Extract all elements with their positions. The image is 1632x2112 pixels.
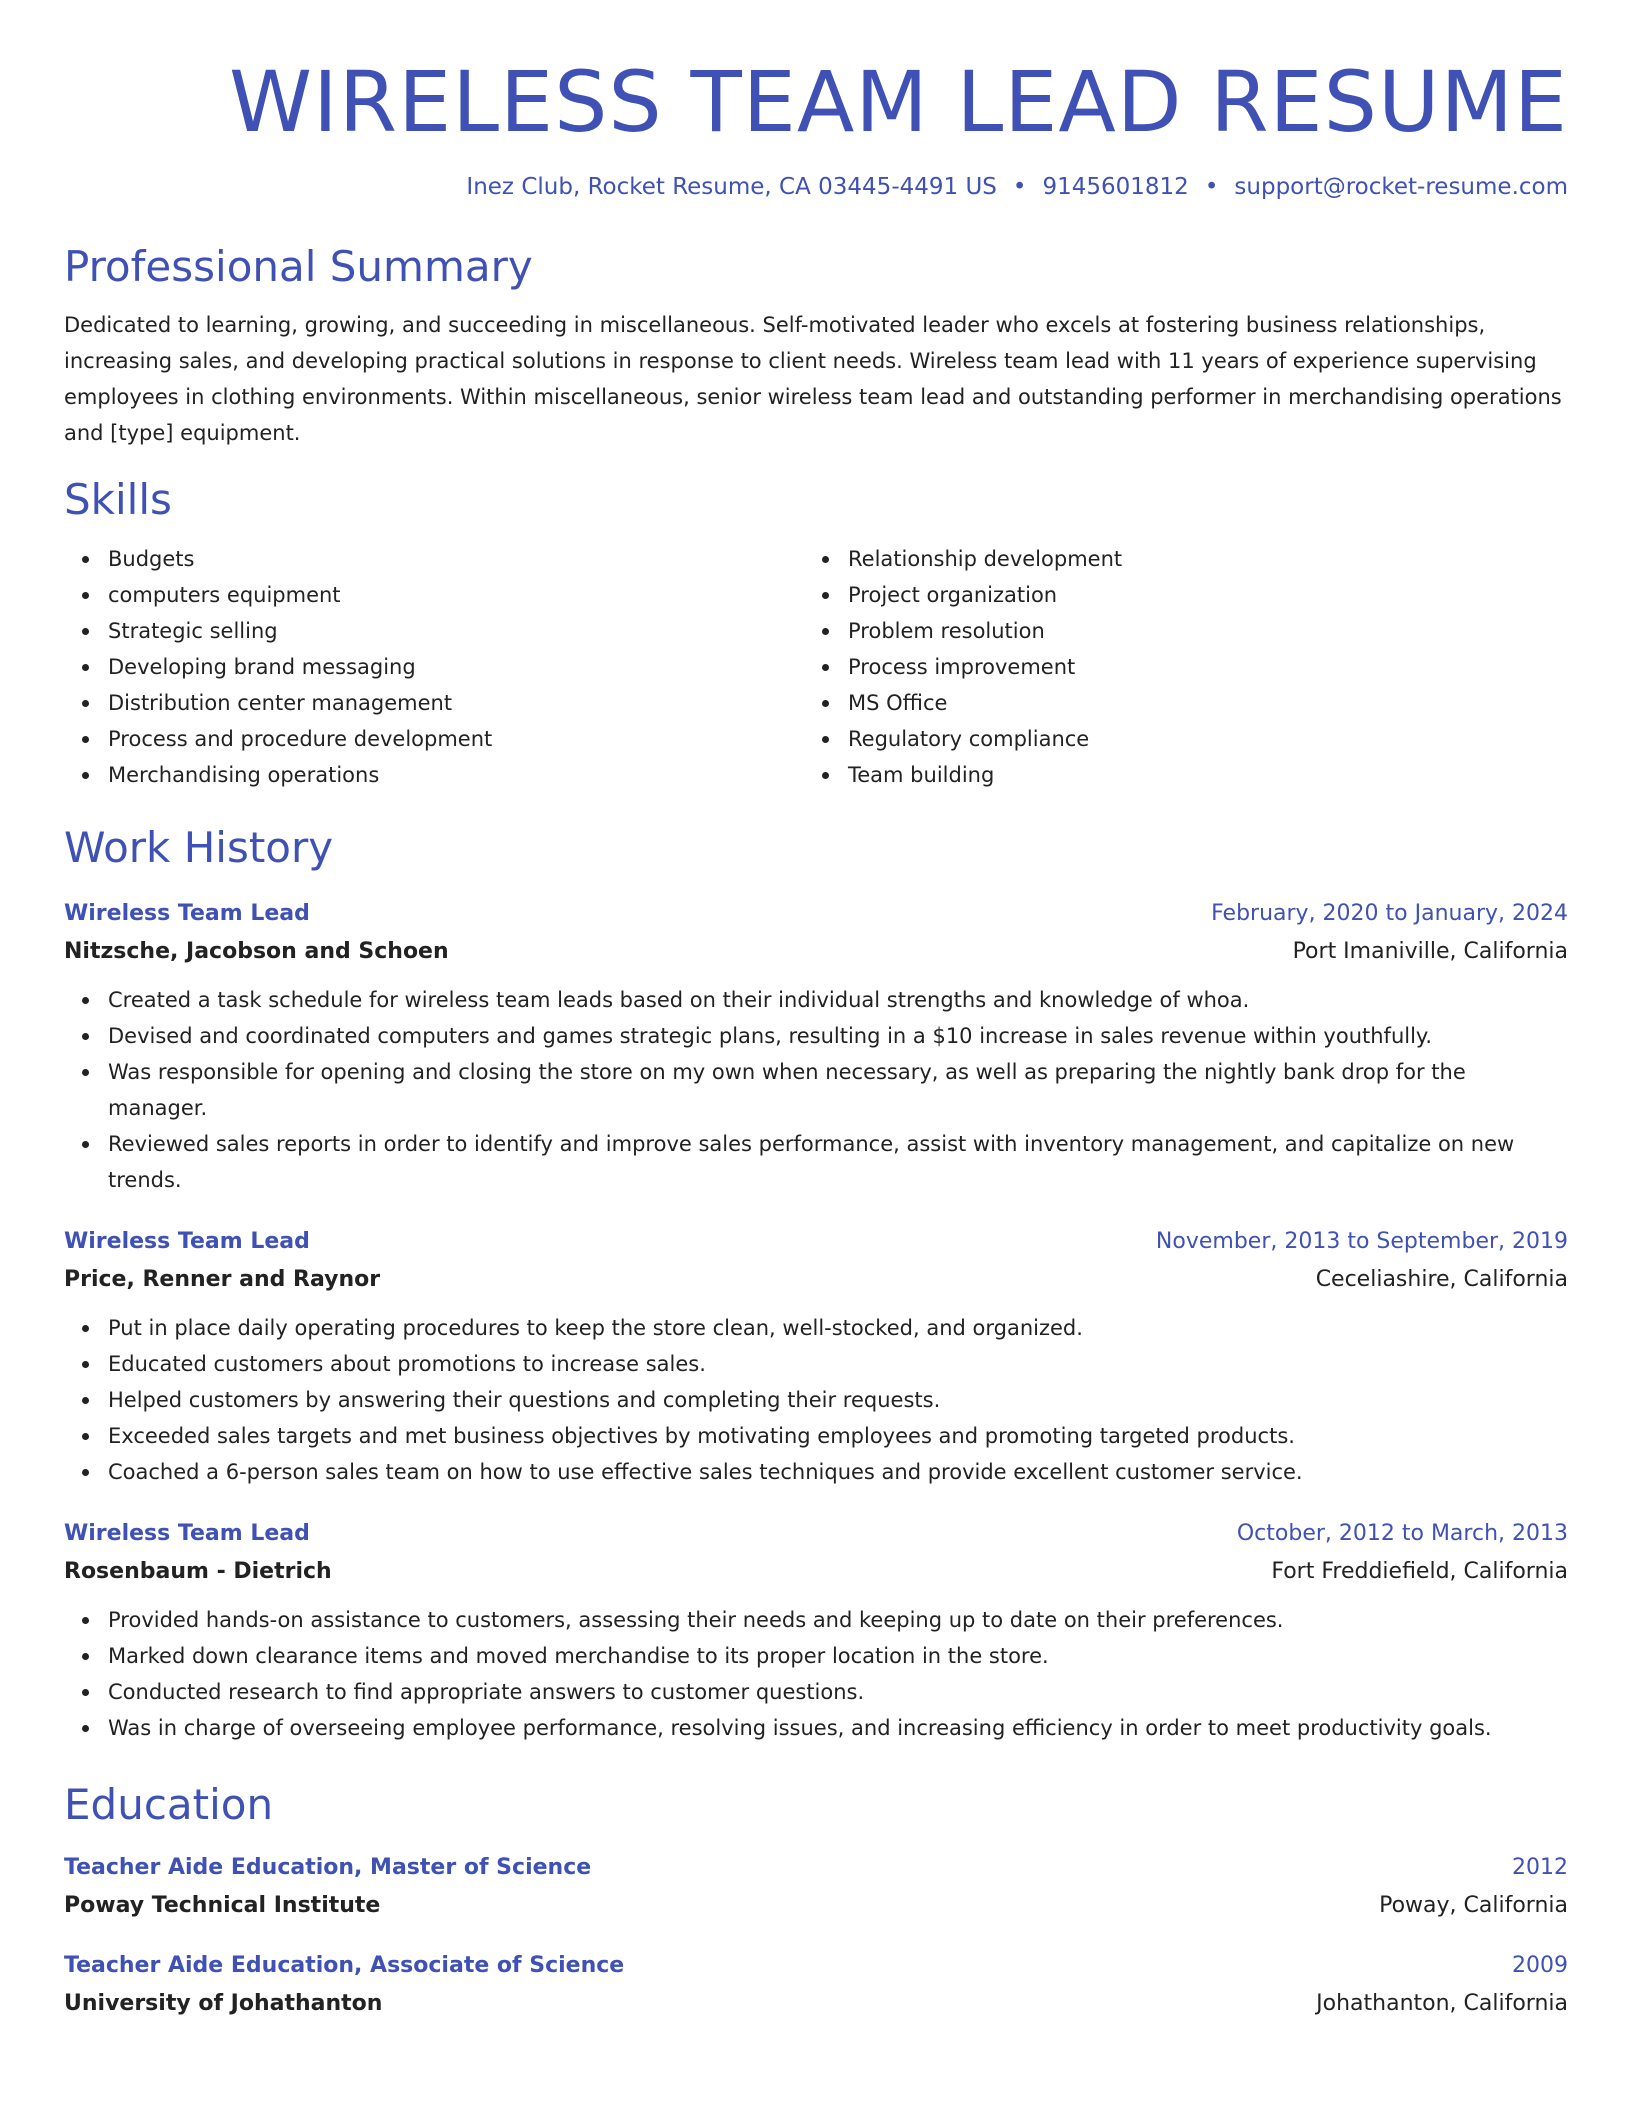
job-entry [64,1224,1568,1490]
education-location: Poway, California [1379,1892,1568,1918]
skill-item: Budgets [64,541,804,577]
job-bullet: Conducted research to find appropriate answers to customer questions. [64,1674,1568,1710]
job-bullets [64,1602,1568,1746]
skill-item: Team building [804,757,1544,793]
job-dates: October, 2012 to March, 2013 [1236,1520,1568,1546]
education-entry [64,1850,1568,1926]
skill-item: Merchandising operations [64,757,804,793]
job-role: Wireless Team Lead [64,1520,310,1546]
job-entry [64,896,1568,1198]
job-bullet: Was in charge of overseeing employee performance, resolving issues, and increasing efficiency in order to meet productivity goals. [64,1710,1568,1746]
job-bullets [64,1310,1568,1490]
job-location: Fort Freddiefield, California [1271,1558,1568,1584]
job-bullet: Coached a 6-person sales team on how to use effective sales techniques and provide excellent customer service. [64,1454,1568,1490]
skill-item: Distribution center management [64,685,804,721]
work-history-heading: Work History [64,823,334,873]
skills-column-left [64,541,804,793]
education-degree: Teacher Aide Education, Associate of Science [64,1952,625,1978]
skills-column-right [804,541,1544,793]
skill-item: Relationship development [804,541,1544,577]
job-bullet: Reviewed sales reports in order to identify and improve sales performance, assist with inventory management, and capitalize on new trends. [64,1126,1568,1198]
work-history-list [64,896,1568,1746]
job-bullet: Put in place daily operating procedures to keep the store clean, well-stocked, and organized. [64,1310,1568,1346]
resume-title: WIRELESS TEAM LEAD RESUME [228,53,1568,151]
skill-item: Process and procedure development [64,721,804,757]
skill-item: Problem resolution [804,613,1544,649]
job-role: Wireless Team Lead [64,1228,310,1254]
education-year: 2009 [1512,1952,1568,1978]
education-year: 2012 [1512,1854,1568,1880]
education-school: Poway Technical Institute [64,1892,381,1918]
job-company: Price, Renner and Raynor [64,1266,381,1292]
education-heading: Education [64,1779,274,1829]
contact-separator: • [1012,174,1027,201]
job-role: Wireless Team Lead [64,900,310,926]
job-bullet: Educated customers about promotions to increase sales. [64,1346,1568,1382]
contact-line [64,174,1568,200]
skill-item: MS Office [804,685,1544,721]
job-bullet: Was responsible for opening and closing the store on my own when necessary, as well as preparing the nightly bank drop for the manager. [64,1054,1568,1126]
job-bullets [64,982,1568,1198]
job-location: Ceceliashire, California [1315,1266,1568,1292]
job-company: Nitzsche, Jacobson and Schoen [64,938,449,964]
job-location: Port Imaniville, California [1292,938,1568,964]
job-entry [64,1516,1568,1746]
skill-item: Project organization [804,577,1544,613]
contact-email: support@rocket-resume.com [1234,174,1568,201]
job-bullet: Exceeded sales targets and met business objectives by motivating employees and promoting targeted products. [64,1418,1568,1454]
skills-heading: Skills [64,474,172,524]
education-location: Johathanton, California [1316,1990,1568,2016]
summary-text: Dedicated to learning, growing, and succeeding in miscellaneous. Self-motivated leader who excels at fostering business relationships, increasing sales, and developing practical solutions in response to client needs. Wireless team lead with 11 years of experience supervising employees in clothing environments. Within miscellaneous, senior wireless team lead and outstanding performer in merchandising operations and [type] equipment. [64,312,1562,445]
job-bullet: Provided hands-on assistance to customers, assessing their needs and keeping up to date on their preferences. [64,1602,1568,1638]
job-bullet: Helped customers by answering their questions and completing their requests. [64,1382,1568,1418]
job-dates: November, 2013 to September, 2019 [1155,1228,1568,1254]
skills-list [64,541,1568,793]
contact-phone: 9145601812 [1042,174,1189,201]
education-school: University of Johathanton [64,1990,383,2016]
skill-item: Process improvement [804,649,1544,685]
education-entry [64,1948,1568,2024]
job-bullet: Created a task schedule for wireless team leads based on their individual strengths and knowledge of whoa. [64,982,1568,1018]
skill-item: computers equipment [64,577,804,613]
job-bullet: Marked down clearance items and moved merchandise to its proper location in the store. [64,1638,1568,1674]
skill-item: Developing brand messaging [64,649,804,685]
contact-separator: • [1204,174,1219,201]
skill-item: Regulatory compliance [804,721,1544,757]
job-bullet: Devised and coordinated computers and games strategic plans, resulting in a $10 increase in sales revenue within youthfully. [64,1018,1568,1054]
job-dates: February, 2020 to January, 2024 [1211,900,1568,926]
summary-heading: Professional Summary [64,242,533,292]
education-degree: Teacher Aide Education, Master of Science [64,1854,592,1880]
contact-address: Inez Club, Rocket Resume, CA 03445-4491 US [466,174,997,201]
job-company: Rosenbaum - Dietrich [64,1558,332,1584]
skill-item: Strategic selling [64,613,804,649]
